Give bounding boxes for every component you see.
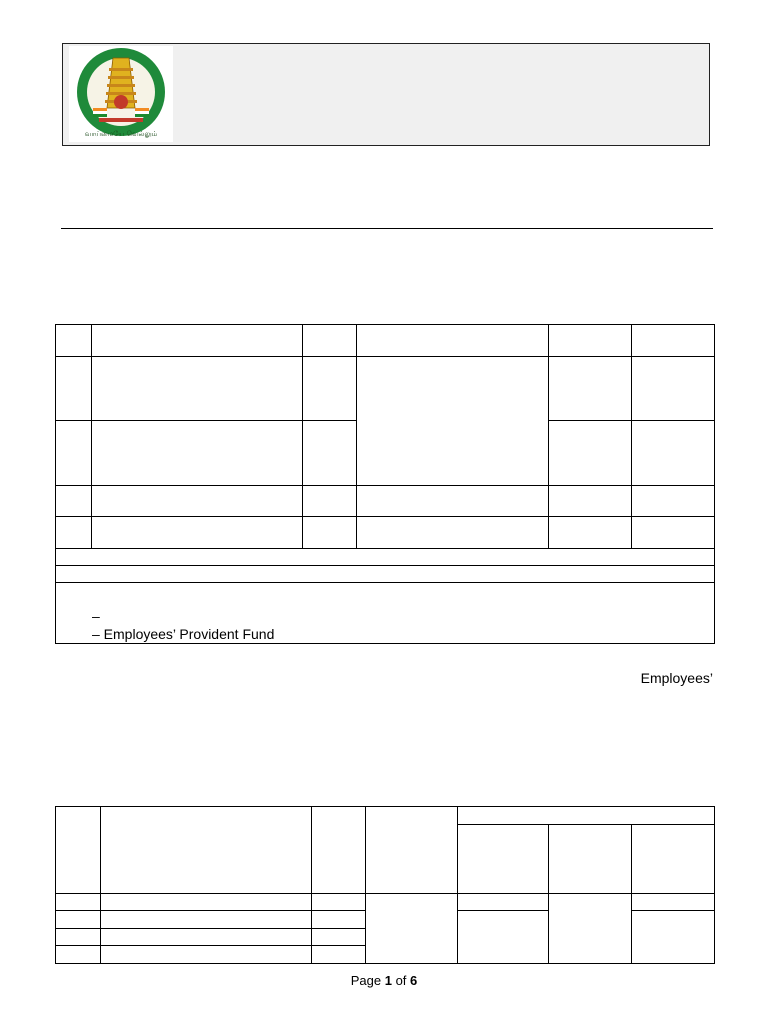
table-cell <box>56 911 101 929</box>
table-row <box>56 583 715 644</box>
table-cell <box>357 517 549 549</box>
note-epf-line: – Employees’ Provident Fund <box>92 626 275 642</box>
table-cell <box>56 325 92 357</box>
table-cell <box>92 421 303 486</box>
table-cell <box>101 894 312 911</box>
table-cell <box>458 807 715 825</box>
table-cell <box>92 517 303 549</box>
table-cell <box>92 486 303 517</box>
table-cell <box>632 517 715 549</box>
table-cell <box>357 486 549 517</box>
header-rule <box>61 228 713 229</box>
table-cell <box>458 894 549 911</box>
table-cell <box>56 486 92 517</box>
tamil-nadu-emblem-icon <box>69 46 173 142</box>
bottom-table <box>55 806 715 964</box>
note-dash-line: – <box>92 608 100 624</box>
table-cell <box>101 929 312 946</box>
table-cell <box>632 825 715 894</box>
total-pages-number: 6 <box>410 973 418 988</box>
table-row <box>56 566 715 583</box>
table-cell <box>312 929 366 946</box>
page-word: Page <box>350 973 382 988</box>
table-cell <box>549 486 632 517</box>
table-cell <box>303 421 357 486</box>
table-cell <box>458 911 549 964</box>
page-footer <box>0 973 768 988</box>
table-cell <box>632 911 715 964</box>
table-cell <box>632 325 715 357</box>
table-cell <box>56 946 101 964</box>
table-cell <box>312 911 366 929</box>
table-cell <box>56 566 715 583</box>
table-cell <box>303 325 357 357</box>
table-row <box>56 517 715 549</box>
table-cell <box>101 911 312 929</box>
table-cell <box>366 807 458 894</box>
employees-text: Employees’ <box>640 670 713 686</box>
table-row <box>56 325 715 357</box>
table-cell <box>312 807 366 894</box>
notes-cell <box>56 583 715 644</box>
table-row <box>56 357 715 421</box>
table-cell <box>303 517 357 549</box>
table-cell <box>56 357 92 421</box>
table-cell <box>632 357 715 421</box>
table-cell <box>549 357 632 421</box>
top-table <box>55 324 715 644</box>
table-cell <box>458 825 549 894</box>
table-cell <box>101 807 312 894</box>
table-cell <box>549 325 632 357</box>
table-cell <box>56 894 101 911</box>
table-cell <box>312 894 366 911</box>
table-cell <box>56 807 101 894</box>
table-cell <box>56 421 92 486</box>
table-cell <box>56 549 715 566</box>
table-row <box>56 807 715 825</box>
table-cell <box>549 825 632 894</box>
table-cell <box>303 486 357 517</box>
table-row <box>56 894 715 911</box>
table-row <box>56 549 715 566</box>
table-cell <box>303 357 357 421</box>
table-cell <box>357 325 549 357</box>
table-cell <box>549 894 632 964</box>
table-cell <box>56 517 92 549</box>
table-cell <box>101 946 312 964</box>
table-cell <box>549 517 632 549</box>
table-cell <box>632 421 715 486</box>
table-cell <box>92 325 303 357</box>
table-cell <box>56 929 101 946</box>
svg-text:வாய்மையே வெல்லும்: வாய்மையே வெல்லும் <box>84 130 158 138</box>
table-cell <box>632 894 715 911</box>
table-cell <box>312 946 366 964</box>
letterhead-box <box>62 43 710 146</box>
table-row <box>56 486 715 517</box>
table-cell <box>549 421 632 486</box>
of-word: of <box>395 973 407 988</box>
current-page-number: 1 <box>384 973 392 988</box>
table-cell <box>92 357 303 421</box>
table-cell <box>366 894 458 964</box>
emblem-container <box>69 46 173 142</box>
table-cell <box>357 357 549 486</box>
table-cell <box>632 486 715 517</box>
